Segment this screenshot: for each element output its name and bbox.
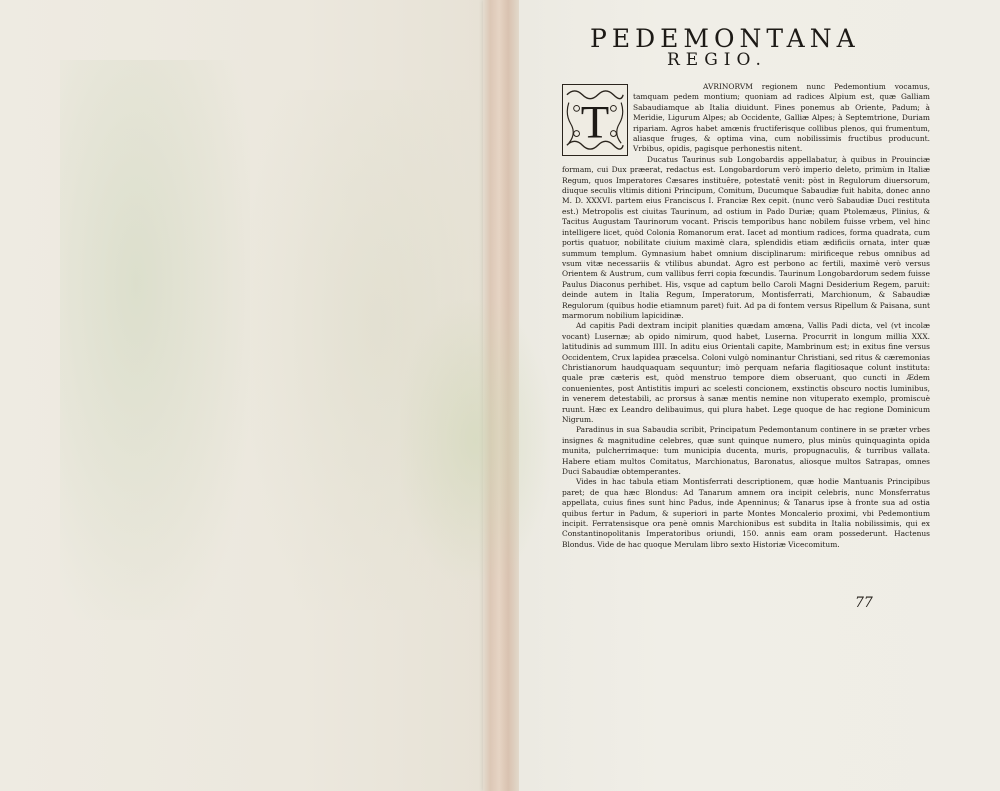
- page-subtitle: REGIO.: [667, 50, 767, 70]
- svg-text:T: T: [580, 97, 610, 149]
- decorated-initial: [562, 84, 628, 156]
- page-number: 77: [855, 595, 873, 611]
- paragraph-3: Ad capitis Padi dextram incipit planities quædam amœna, Vallis Padi dicta, vel (vt incolæ vocant) Lusernæ; ab opido nimirum, quod habet, Luserna. Procurrit in longum millia XXX. latitudinis ad summum IIII. In aditu eius Orientali capite, Mambrinum est; in exitus fine versus Occidentem, Crux lapidea præcelsa. Coloni vulgò nominantur Christiani, sed ritus & cæremonias Christianorum haudquaquam sequuntur; imò perquam nefaria flagitiosaque colunt instituta: quale præ cæteris est, quòd menstruo tempore diem obseruant, quo cuncti in Ædem conuenientes, post Antistitis impuri ac scelesti concionem, exstinctis obscuro noctis luminibus, in venerem detestabili, ac prorsus à sanæ mentis nemine non vituperato exemplo, promiscuè ruunt. Hæc ex Leandro delibauimus, qui plura habet. Lege quoque de hac regione Dominicum Nigrum.: [562, 321, 930, 424]
- page-title: PEDEMONTANA: [590, 24, 860, 53]
- paragraph-4: Paradinus in sua Sabaudia scribit, Principatum Pedemontanum continere in se præter vrbes insignes & magnitudine celebres, quæ sunt quinque numero, plus minùs quinquaginta opida munita, pulcherrimaque: tum municipia ducenta, muris, propugnaculis, & turribus vallata. Habere etiam multos Comitatus, Marchionatus, Baronatus, aliosque multos Satrapas, omnes Duci Sabaudiæ obtemperantes.: [562, 425, 930, 477]
- paragraph-1: AVRINORVM regionem nunc Pedemontium vocamus, tamquam pedem montium; quoniam ad radices Alpium est, quæ Galliam Sabaudiamque ab Italia diuidunt. Fines ponemus ab Oriente, Padum; à Meridie, Ligurum Alpes; ab Occidente, Galliæ Alpes; à Septemtrione, Duriam ripariam. Agros habet amœnis fructiferisque collibus plenos, qui frumentum, aliasque fruges, & optima vina, cum nobilissimis fructibus producunt. Vrbibus, opidis, pagisque perhonestis nitent.: [633, 82, 930, 154]
- map-show-through: [60, 60, 250, 620]
- map-show-through-right: [400, 300, 550, 580]
- paragraph-2: Ducatus Taurinus sub Longobardis appellabatur, à quibus in Prouinciæ formam, cui Dux præerat, redactus est. Longobardorum verò imperio deleto, primùm in Italiæ Regum, quos Imperatores Cæsares instituêre, potestatē venit: pòst in Regulorum diuersorum, diuque seculis vltimis ditioni Principum, Comitum, Ducumque Sabaudiæ fuit habita, donec anno M. D. XXXVI. partem eius Franciscus I. Franciæ Rex cepit. (nunc verò Sabaudiæ Duci restituta est.) Metropolis est ciuitas Taurinum, ad ostium in Pado Duriæ; quam Ptolemæus, Plinius, & Tacitus Augustam Taurinorum vocant. Priscis temporibus hanc nobilem fuisse vrbem, vel hinc intelligere licet, quòd Colonia Romanorum erat. Iacet ad montium radices, forma quadrata, cum portis quatuor, nobilitate ciuium maximè clara, splendidis etiam ædificiis ornata, inter quæ summum templum. Gymnasium habet omnium disciplinarum: mirificeque rebus omnibus ad vsum vitæ necessariis & vtilibus abundat. Agro est perbono ac fertili, maximè verò versus Orientem & Austrum, cum vallibus ferri copia fœcundis. Taurinum Longobardorum sedem fuisse Paulus Diaconus perhibet. His, vsque ad captum bello Caroli Magni Desiderium Regem, paruit: deinde autem in Italia Regum, Imperatorum, Montisferrati, Marchionum, & Sabaudiæ Regulorum (quibus hodie etiamnum paret) fuit. Ad pa di fontem versus Ripellum & Paisana, sunt marmorum nobilium lapicidinæ.: [562, 154, 930, 320]
- decorated-initial-icon: [563, 85, 627, 155]
- paragraph-5: Vides in hac tabula etiam Montisferrati descriptionem, quæ hodie Mantuanis Principibus paret; de qua hæc Blondus: Ad Tanarum amnem ora incipit celebris, nunc Monsferratus appellata, cuius fines sunt hinc Padus, inde Apenninus; & Tanarus ipse à fronte sua ad ostia quibus fertur in Padum, & superiori in parte Montes Moncalerio proximi, vbi Pedemontium incipit. Ferratensisque ora penè omnis Marchionibus est subdita in Italia nobilissimis, qui ex Constantinopolitanis Imperatoribus oriundi, 150. annis eam oram possederunt. Hactenus Blondus. Vide de hac quoque Merulam libro sexto Historiæ Vicecomitum.: [562, 477, 930, 549]
